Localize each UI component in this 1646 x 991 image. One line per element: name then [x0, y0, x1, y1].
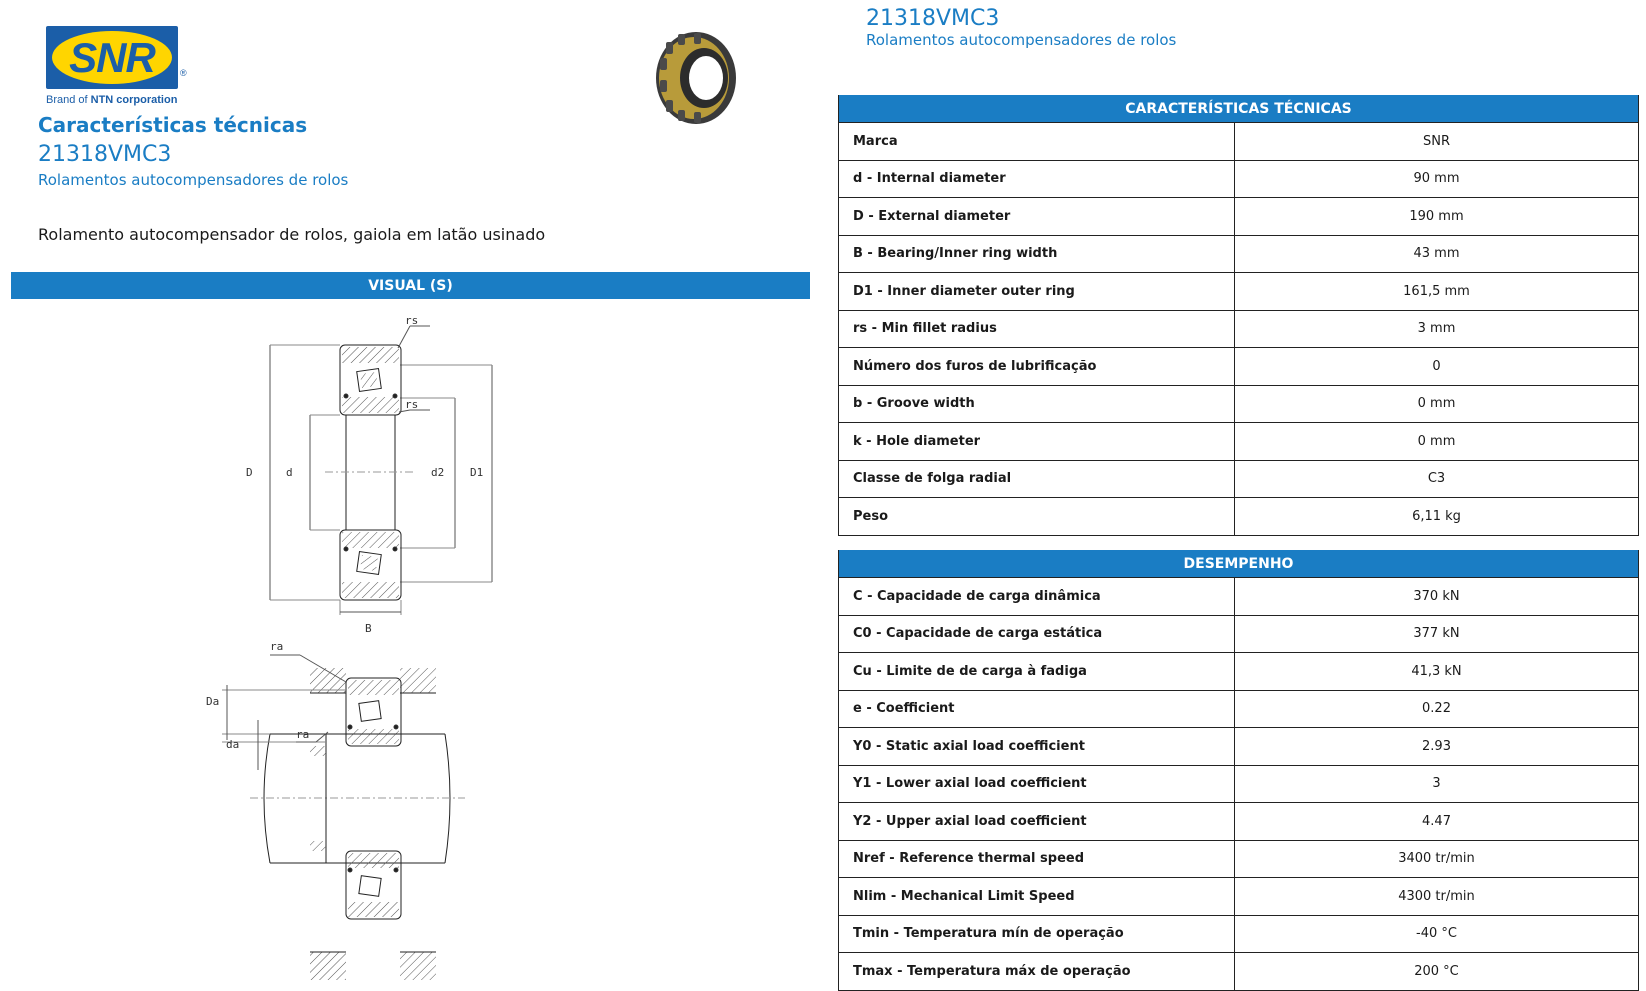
- product-subtitle: Rolamentos autocompensadores de rolos: [38, 171, 349, 189]
- row-label: Nlim - Mechanical Limit Speed: [839, 878, 1235, 915]
- table-row: [839, 497, 1638, 535]
- product-code: 21318VMC3: [38, 142, 172, 167]
- table-row: [839, 615, 1638, 653]
- bearing-product-image: [648, 28, 738, 128]
- table-row: [839, 877, 1638, 915]
- row-label: rs - Min fillet radius: [839, 311, 1235, 348]
- logo-tagline: Brand of NTN corporation: [46, 94, 178, 106]
- row-value: 3 mm: [1417, 321, 1456, 337]
- table-row: [839, 310, 1638, 348]
- label-D1: D1: [470, 466, 484, 479]
- label-da: da: [226, 738, 240, 751]
- row-label: b - Groove width: [839, 386, 1235, 423]
- row-label: D - External diameter: [839, 198, 1235, 235]
- row-label: k - Hole diameter: [839, 423, 1235, 460]
- row-label: Classe de folga radial: [839, 461, 1235, 498]
- row-value: 3: [1432, 776, 1441, 792]
- label-ra-top: ra: [270, 640, 284, 653]
- label-rs-top: rs: [405, 314, 419, 327]
- row-value: 377 kN: [1413, 626, 1460, 642]
- row-value: 190 mm: [1409, 208, 1464, 224]
- row-value: 0 mm: [1417, 396, 1456, 412]
- table-row: [839, 272, 1638, 310]
- table-row: [839, 802, 1638, 840]
- row-value: 3400 tr/min: [1398, 851, 1475, 867]
- row-label: Cu - Limite de de carga à fadiga: [839, 653, 1235, 690]
- row-label: Y1 - Lower axial load coefficient: [839, 766, 1235, 803]
- row-value: 43 mm: [1413, 246, 1460, 262]
- table-row: [839, 160, 1638, 198]
- row-label: Tmax - Temperatura máx de operação: [839, 953, 1235, 990]
- row-label: C - Capacidade de carga dinâmica: [839, 578, 1235, 615]
- header-product-code: 21318VMC3: [866, 6, 1000, 31]
- table-row: [839, 840, 1638, 878]
- mounting-drawing: [222, 655, 465, 980]
- table-row: [839, 347, 1638, 385]
- row-value: 90 mm: [1413, 171, 1460, 187]
- table-row: [839, 652, 1638, 690]
- row-value: 370 kN: [1413, 588, 1460, 604]
- row-value: 4.47: [1422, 813, 1451, 829]
- table-row: [839, 915, 1638, 953]
- table-row: [839, 727, 1638, 765]
- bearing-technical-drawing: [200, 310, 530, 980]
- visual-section-bar: VISUAL (S): [11, 272, 810, 299]
- row-value: C3: [1427, 471, 1446, 487]
- label-ra-mid: ra: [296, 728, 310, 741]
- row-label: C0 - Capacidade de carga estática: [839, 616, 1235, 653]
- row-value: 2.93: [1422, 738, 1451, 754]
- row-label: Nref - Reference thermal speed: [839, 841, 1235, 878]
- label-d: d: [286, 466, 293, 479]
- table-row: [839, 952, 1638, 990]
- performance-header: DESEMPENHO: [839, 550, 1638, 577]
- table-row: [839, 197, 1638, 235]
- row-value: 4300 tr/min: [1398, 888, 1475, 904]
- tech-specs-table: [838, 95, 1639, 536]
- table-row: [839, 765, 1638, 803]
- label-D: D: [246, 466, 253, 479]
- row-label: Y2 - Upper axial load coefficient: [839, 803, 1235, 840]
- label-B: B: [365, 622, 372, 635]
- header-product-subtitle: Rolamentos autocompensadores de rolos: [866, 31, 1177, 49]
- row-label: Tmin - Temperatura mín de operação: [839, 916, 1235, 953]
- row-value: 200 °C: [1414, 963, 1459, 979]
- row-label: e - Coefficient: [839, 691, 1235, 728]
- row-value: -40 °C: [1416, 926, 1457, 942]
- row-value: 0.22: [1422, 701, 1451, 717]
- row-label: d - Internal diameter: [839, 161, 1235, 198]
- snr-logo: [46, 26, 196, 110]
- table-row: [839, 460, 1638, 498]
- row-value: 0 mm: [1417, 433, 1456, 449]
- registered-mark: ®: [180, 68, 187, 78]
- row-value: 41,3 kN: [1411, 663, 1462, 679]
- label-rs-mid: rs: [405, 398, 419, 411]
- label-Da: Da: [206, 695, 220, 708]
- row-value: 6,11 kg: [1412, 508, 1461, 524]
- table-row: [839, 577, 1638, 615]
- table-row: [839, 422, 1638, 460]
- row-value: 0: [1432, 358, 1441, 374]
- tech-specs-header: CARACTERÍSTICAS TÉCNICAS: [839, 95, 1638, 122]
- row-label: Marca: [839, 123, 1235, 160]
- table-row: [839, 235, 1638, 273]
- performance-table: [838, 550, 1639, 991]
- row-value: SNR: [1422, 133, 1450, 149]
- row-label: D1 - Inner diameter outer ring: [839, 273, 1235, 310]
- label-d2: d2: [431, 466, 445, 479]
- row-label: Peso: [839, 498, 1235, 535]
- row-label: Número dos furos de lubrificação: [839, 348, 1235, 385]
- product-description: Rolamento autocompensador de rolos, gaiola em latão usinado: [38, 225, 546, 244]
- table-row: [839, 122, 1638, 160]
- table-row: [839, 690, 1638, 728]
- row-label: Y0 - Static axial load coefficient: [839, 728, 1235, 765]
- section-title: Características técnicas: [38, 113, 308, 137]
- row-label: B - Bearing/Inner ring width: [839, 236, 1235, 273]
- cross-section-drawing: [270, 326, 492, 615]
- logo-letters: SNR: [69, 33, 155, 81]
- table-row: [839, 385, 1638, 423]
- row-value: 161,5 mm: [1403, 283, 1470, 299]
